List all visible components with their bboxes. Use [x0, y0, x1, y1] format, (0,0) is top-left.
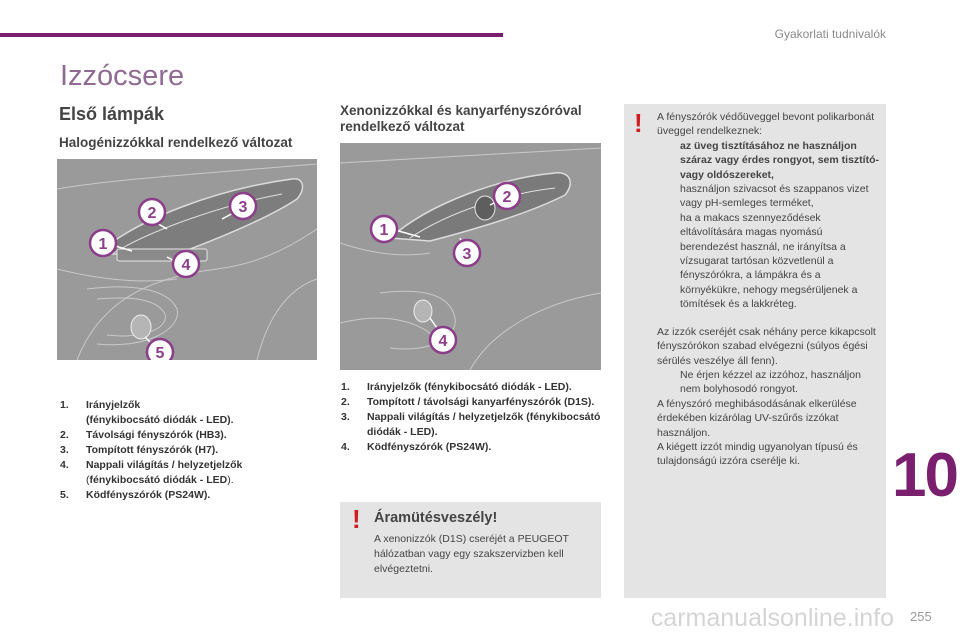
list-item-number: 1. — [341, 381, 350, 393]
bullet-text: használjon szivacsot és szappanos vizet vagy pH-semleges terméket, — [680, 183, 869, 210]
warning-icon: ! — [634, 108, 643, 138]
page-title: Izzócsere — [60, 60, 185, 92]
list-item-text: Irányjelzők (fénykibocsátó diódák - LED). — [367, 381, 572, 393]
warning-text: A xenonizzók (D1S) cseréjét a PEUGEOT hálózatban vagy egy szakszervizben kell elvégeztetni. — [374, 533, 569, 575]
list-item — [657, 368, 879, 397]
chapter-number: 10 — [892, 441, 957, 510]
halogen-callout-3-label: 3 — [238, 199, 248, 216]
list-item-text: (fénykibocsátó diódák - LED). — [86, 414, 234, 426]
bullet-text: Ne érjen kézzel az izzóhoz, használjon nem bolyhosodó rongyot. — [680, 368, 861, 396]
list-item — [60, 398, 330, 428]
list-item-text: Távolsági fényszórók (HB3). — [86, 429, 227, 441]
list-item — [657, 182, 879, 211]
list-item-text: Irányjelzők — [86, 399, 141, 411]
list-item-text: Nappali világítás / helyzetjelzők (fénykibocsátó diódák - LED). — [367, 411, 601, 438]
halogen-heading: Halogénizzókkal rendelkező változat — [59, 135, 293, 150]
list-item — [341, 440, 601, 455]
top-accent-bar — [0, 33, 503, 37]
care-note-burn: Az izzók cseréjét csak néhány perce kikapcsolt fényszórókon szabad elvégezni (súlyos égési sérülés veszélye áll fenn). — [657, 325, 876, 367]
list-item-text: Ködfényszórók (PS24W). — [86, 489, 211, 501]
list-item — [60, 428, 330, 443]
list-item-text: fénykibocsátó diódák - LED — [89, 474, 228, 486]
watermark: carmanualsonline.info — [650, 604, 894, 632]
list-item — [60, 458, 330, 488]
list-item-number: 3. — [341, 411, 350, 423]
list-item-text: Tompított fényszórók (H7). — [86, 444, 219, 456]
list-item — [657, 211, 879, 312]
list-item-number: 1. — [60, 399, 69, 411]
xenon-bulb-list — [341, 380, 601, 455]
shock-warning-box — [340, 502, 601, 598]
xenon-headlamp-illustration — [340, 143, 601, 370]
list-item-paren-open: ( — [86, 474, 90, 486]
list-item-number: 2. — [60, 429, 69, 441]
halogen-callout-4-label: 4 — [181, 257, 191, 274]
warning-icon: ! — [352, 504, 361, 534]
list-item-number: 5. — [60, 489, 69, 501]
list-item — [341, 380, 601, 395]
list-item-number: 2. — [341, 396, 350, 408]
xenon-callout-3-label: 3 — [462, 246, 472, 263]
halogen-headlamp-illustration — [57, 159, 317, 360]
list-item — [60, 443, 330, 458]
list-item — [341, 395, 601, 410]
list-item-number: 4. — [341, 441, 350, 453]
halogen-callout-2-label: 2 — [147, 205, 157, 222]
list-item-text: Nappali világítás / helyzetjelzők — [86, 459, 243, 471]
list-item-paren-close: ). — [227, 474, 234, 486]
bullet-text: az üveg tisztításához ne használjon száraz vagy érdes rongyot, sem tisztító- vagy oldószereket, — [680, 139, 879, 181]
care-note-replace: A kiégett izzót mindig ugyanolyan típusú és tulajdonságú izzóra cserélje ki. — [657, 440, 858, 468]
halogen-bulb-list — [60, 398, 330, 503]
list-item-number: 3. — [60, 444, 69, 456]
list-item-text: Ködfényszórók (PS24W). — [367, 441, 492, 453]
list-item — [341, 410, 601, 440]
list-item — [657, 139, 879, 182]
warning-title: Áramütésveszély! — [374, 510, 498, 526]
xenon-callout-2-label: 2 — [502, 189, 512, 206]
care-note-uv: A fényszóró meghibásodásának elkerülése érdekében kizárólag UV-szűrős izzókat használjon. — [657, 397, 857, 439]
list-item-number: 4. — [60, 459, 69, 471]
xenon-heading: Xenonizzókkal és kanyarfényszóróval rendelkező változat — [340, 103, 582, 134]
care-info-content — [657, 110, 879, 469]
front-lamps-heading: Első lámpák — [59, 104, 165, 124]
section-header: Gyakorlati tudnivalók — [774, 27, 886, 41]
halogen-callout-1-label: 1 — [98, 236, 108, 253]
list-item-text: Tompított / távolsági kanyarfényszórók (D1S). — [367, 396, 595, 408]
page-number: 255 — [910, 609, 932, 624]
care-info-box — [624, 104, 886, 598]
xenon-callout-1-label: 1 — [379, 222, 389, 239]
xenon-callout-4-label: 4 — [438, 333, 448, 350]
halogen-callout-5-label: 5 — [155, 345, 165, 360]
care-intro: A fényszórók védőüveggel bevont polikarbonát üveggel rendelkeznek: — [657, 111, 875, 138]
bullet-text: ha a makacs szennyeződések eltávolítására magas nyomású berendezést használ, ne irányítsa a vízsugarat tartósan közvetlenül a fényszórókra, a lámpákra és a környékükre, nehogy megsérüljenek a tömítések és a lakkréteg. — [680, 211, 858, 311]
list-item — [60, 488, 330, 503]
